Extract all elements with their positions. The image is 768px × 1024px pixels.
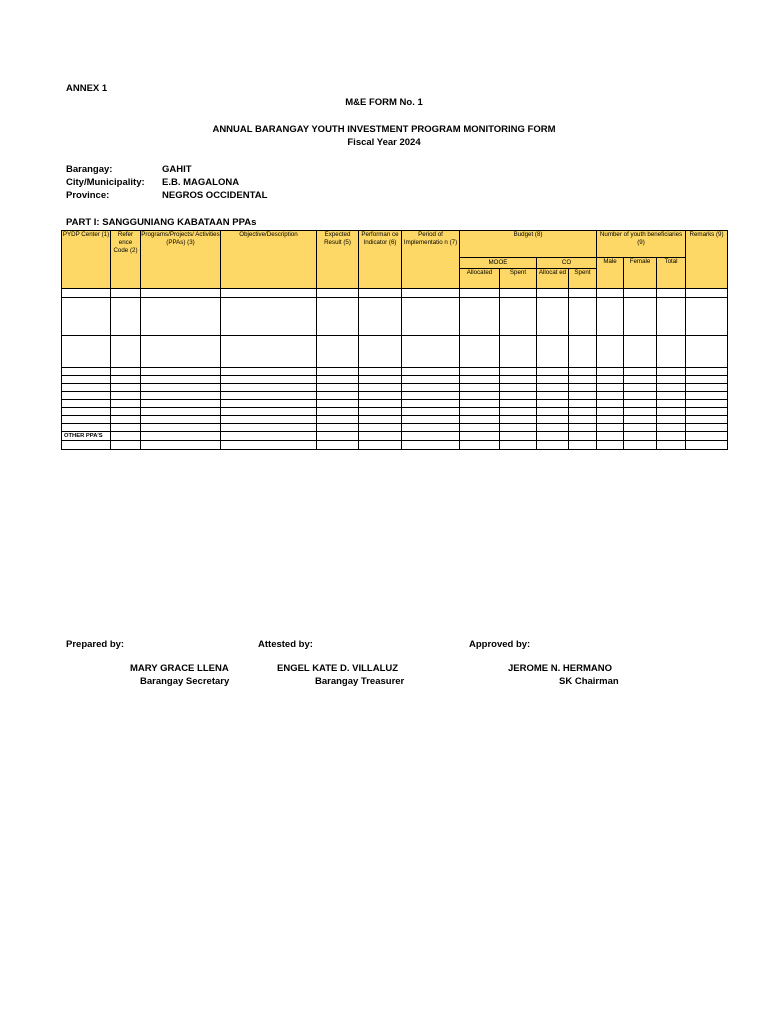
table-cell [657,298,686,336]
table-cell [657,376,686,384]
table-cell [111,368,141,376]
table-cell [221,336,317,368]
table-cell [111,384,141,392]
table-cell [686,416,728,424]
table-cell [657,368,686,376]
table-cell [686,336,728,368]
table-cell [460,384,500,392]
table-cell [359,408,402,416]
col-header-male: Male [597,258,624,289]
table-cell [624,368,657,376]
table-cell [111,289,141,298]
table-cell [359,392,402,400]
table-cell [317,289,359,298]
col-header-mooe-spent: Spent [500,269,537,289]
table-cell [597,336,624,368]
table-cell [500,384,537,392]
table-cell [460,441,500,450]
table-cell [537,368,569,376]
city-value: E.B. MAGALONA [162,177,240,188]
table-cell [141,289,221,298]
table-cell [402,392,460,400]
table-cell [624,376,657,384]
province-value: NEGROS OCCIDENTAL [162,190,268,201]
table-cell [359,336,402,368]
table-cell [141,400,221,408]
table-cell [569,392,597,400]
table-cell [624,400,657,408]
table-cell [221,392,317,400]
approved-by-title: SK Chairman [559,676,619,687]
table-cell [221,400,317,408]
table-cell [624,432,657,441]
table-cell [657,408,686,416]
table-cell [402,416,460,424]
table-cell [686,368,728,376]
table-cell [624,298,657,336]
table-cell [359,400,402,408]
table-cell [141,336,221,368]
table-cell [317,400,359,408]
table-cell [141,432,221,441]
table-cell [597,376,624,384]
table-cell [537,432,569,441]
table-cell [111,336,141,368]
table-cell [221,416,317,424]
table-cell [460,400,500,408]
table-cell [597,289,624,298]
table-cell [460,368,500,376]
table-cell [402,298,460,336]
table-cell [597,416,624,424]
table-cell [111,298,141,336]
prepared-by-title: Barangay Secretary [140,676,230,687]
table-cell [624,289,657,298]
table-cell [569,400,597,408]
table-cell [624,424,657,432]
table-cell [686,376,728,384]
table-cell [62,298,111,336]
table-cell [317,298,359,336]
other-ppas-label: OTHER PPA'S [62,432,111,441]
table-cell [460,416,500,424]
table-cell [402,400,460,408]
table-cell [402,424,460,432]
table-cell [460,298,500,336]
table-cell [221,408,317,416]
table-cell [460,376,500,384]
table-cell [402,376,460,384]
table-cell [62,408,111,416]
col-header-budget: Budget (8) [460,231,597,258]
table-cell [686,408,728,416]
form-title: ANNUAL BARANGAY YOUTH INVESTMENT PROGRAM MONITORING FORM [212,124,556,135]
table-cell [111,432,141,441]
table-cell [500,400,537,408]
col-header-co-spent: Spent [569,269,597,289]
table-cell [317,336,359,368]
table-cell [537,424,569,432]
table-cell [62,392,111,400]
table-cell [460,392,500,400]
table-cell [221,441,317,450]
table-cell [657,384,686,392]
table-cell [111,408,141,416]
table-cell [460,408,500,416]
table-cell [597,400,624,408]
table-cell [359,298,402,336]
table-cell [537,441,569,450]
table-cell [624,336,657,368]
table-cell [141,408,221,416]
table-cell [537,298,569,336]
table-cell [141,376,221,384]
table-cell [402,336,460,368]
table-cell [500,416,537,424]
table-cell [359,368,402,376]
col-header-expected-result: Expected Result (5) [317,231,359,289]
table-cell [317,441,359,450]
table-cell [569,376,597,384]
table-cell [141,368,221,376]
table-cell [624,384,657,392]
attested-by-label: Attested by: [258,639,313,650]
province-label: Province: [66,190,110,201]
attested-by-title: Barangay Treasurer [315,676,405,687]
table-cell [569,384,597,392]
table-row [62,368,728,376]
table-cell [317,392,359,400]
table-cell [141,416,221,424]
table-cell [569,408,597,416]
col-header-total: Total [657,258,686,289]
table-cell [359,424,402,432]
table-cell [317,368,359,376]
table-cell [500,289,537,298]
table-cell [402,368,460,376]
table-cell [569,336,597,368]
col-header-pydp: PYDP Center (1) [62,231,111,289]
table-cell [657,432,686,441]
table-cell [624,441,657,450]
table-cell [62,289,111,298]
table-cell [111,400,141,408]
col-header-co-allocated: Allocat ed [537,269,569,289]
part-title: PART I: SANGGUNIANG KABATAAN PPAs [66,217,257,228]
table-cell [657,392,686,400]
approved-by-name: JEROME N. HERMANO [508,663,612,674]
table-row [62,400,728,408]
table-cell [569,289,597,298]
table-cell [537,384,569,392]
table-cell [460,336,500,368]
col-header-programs: Programs/Projects/ Activities (PPAs) (3) [141,231,221,289]
table-cell [597,432,624,441]
table-cell [317,416,359,424]
table-cell [537,416,569,424]
table-cell [111,416,141,424]
table-cell [141,298,221,336]
table-cell [221,289,317,298]
table-cell [141,441,221,450]
table-cell [686,298,728,336]
monitoring-table [61,230,728,450]
barangay-value: GAHIT [162,164,192,175]
table-cell [359,432,402,441]
table-row [62,298,728,336]
annex-label: ANNEX 1 [66,83,108,94]
table-cell [359,441,402,450]
table-cell [460,289,500,298]
table-cell [359,289,402,298]
table-cell [402,289,460,298]
table-cell [402,384,460,392]
table-cell [317,384,359,392]
table-cell [62,416,111,424]
table-row [62,441,728,450]
table-cell [221,376,317,384]
barangay-label: Barangay: [66,164,113,175]
table-cell [686,424,728,432]
table-cell [221,384,317,392]
fiscal-year: Fiscal Year 2024 [347,137,421,148]
table-cell [500,376,537,384]
table-cell [317,376,359,384]
table-cell [597,384,624,392]
col-header-mooe-allocated: Allocated [460,269,500,289]
prepared-by-label: Prepared by: [66,639,125,650]
table-cell [460,424,500,432]
table-cell [569,432,597,441]
table-row [62,384,728,392]
col-header-remarks: Remarks (9) [686,231,728,289]
table-cell [657,441,686,450]
table-cell [500,408,537,416]
prepared-by-name: MARY GRACE LLENA [130,663,229,674]
table-cell [624,408,657,416]
table-cell [686,392,728,400]
table-cell [62,424,111,432]
table-cell [597,392,624,400]
table-cell [500,424,537,432]
table-cell [537,336,569,368]
table-cell [657,424,686,432]
col-header-female: Female [624,258,657,289]
table-row [62,392,728,400]
table-cell [62,368,111,376]
table-cell [624,392,657,400]
table-row [62,432,728,441]
table-cell [686,289,728,298]
table-row [62,376,728,384]
table-cell [500,392,537,400]
table-cell [62,441,111,450]
col-header-reference-code: Refer ence Code (2) [111,231,141,289]
table-cell [62,336,111,368]
table-cell [111,424,141,432]
table-cell [569,424,597,432]
table-cell [569,298,597,336]
table-cell [62,400,111,408]
col-header-mooe: MOOE [460,258,537,269]
col-header-objective: Objective/Description [221,231,317,289]
table-cell [402,408,460,416]
table-cell [569,368,597,376]
table-cell [141,424,221,432]
table-row [62,408,728,416]
attested-by-name: ENGEL KATE D. VILLALUZ [277,663,399,674]
table-cell [141,384,221,392]
table-cell [537,408,569,416]
table-cell [597,424,624,432]
table-row [62,289,728,298]
table-cell [537,400,569,408]
col-header-period: Period of Implementatio n (7) [402,231,460,289]
col-header-beneficiaries: Number of youth beneficiaries (9) [597,231,686,258]
table-cell [500,298,537,336]
table-cell [221,368,317,376]
table-cell [686,400,728,408]
table-cell [402,432,460,441]
col-header-performance-indicator: Performan ce Indicator (6) [359,231,402,289]
table-cell [597,441,624,450]
table-cell [657,400,686,408]
table-row [62,424,728,432]
table-cell [597,408,624,416]
table-cell [569,441,597,450]
table-cell [402,441,460,450]
table-cell [657,336,686,368]
table-cell [624,416,657,424]
table-cell [62,384,111,392]
table-cell [62,376,111,384]
table-cell [317,408,359,416]
table-cell [657,289,686,298]
table-cell [597,368,624,376]
city-label: City/Municipality: [66,177,145,188]
table-cell [141,392,221,400]
table-row [62,416,728,424]
table-cell [597,298,624,336]
table-cell [569,416,597,424]
table-cell [111,376,141,384]
table-cell [221,298,317,336]
table-cell [500,441,537,450]
table-cell [500,368,537,376]
table-cell [686,384,728,392]
table-cell [537,392,569,400]
form-number: M&E FORM No. 1 [345,97,423,108]
table-cell [537,376,569,384]
table-cell [359,376,402,384]
table-row [62,336,728,368]
table-cell [657,416,686,424]
table-cell [359,416,402,424]
table-cell [221,432,317,441]
table-cell [359,384,402,392]
table-cell [111,441,141,450]
table-cell [500,432,537,441]
table-cell [221,424,317,432]
approved-by-label: Approved by: [469,639,531,650]
table-cell [686,441,728,450]
table-cell [537,289,569,298]
table-cell [460,432,500,441]
table-cell [111,392,141,400]
table-cell [500,336,537,368]
table-cell [317,432,359,441]
col-header-co: CO [537,258,597,269]
table-cell [317,424,359,432]
table-cell [686,432,728,441]
